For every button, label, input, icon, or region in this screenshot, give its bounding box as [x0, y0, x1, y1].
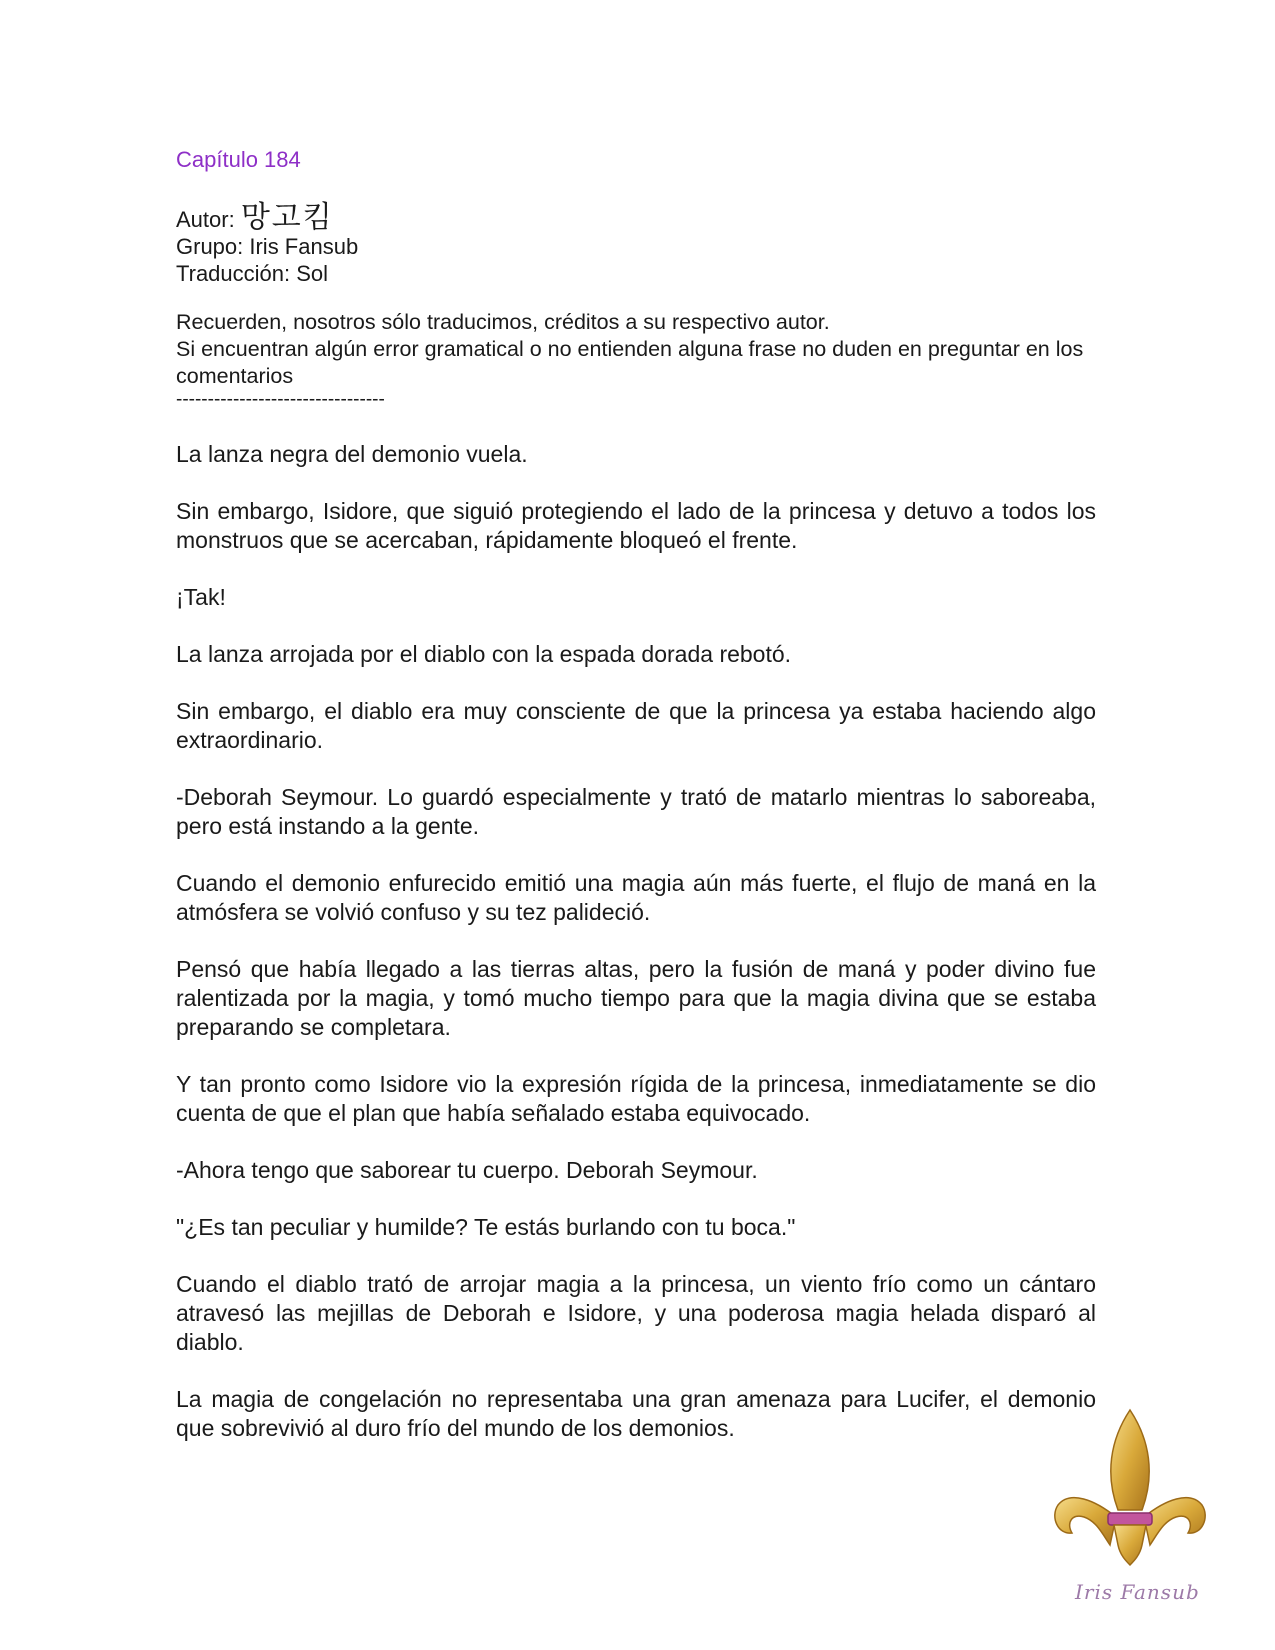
- author-line: [176, 201, 1096, 234]
- story-paragraph: Sin embargo, el diablo era muy consciente de que la princesa ya estaba haciendo algo extraordinario.: [176, 698, 1096, 753]
- story-paragraph: Sin embargo, Isidore, que siguió protegiendo el lado de la princesa y detuvo a todos los monstruos que se acercaban, rápidamente bloqueó el frente.: [176, 498, 1096, 553]
- fleur-de-lis-logo-icon: [1050, 1405, 1210, 1605]
- separator: ---------------------------------: [176, 389, 385, 410]
- notice-line-2: Si encuentran algún error gramatical o no entienden alguna frase no duden en preguntar en los comentarios: [176, 337, 1084, 388]
- story-paragraph: Cuando el demonio enfurecido emitió una magia aún más fuerte, el flujo de maná en la atmósfera se volvió confuso y su tez palideció.: [176, 870, 1096, 925]
- group-line: Grupo: Iris Fansub: [176, 234, 359, 259]
- logo-band: [1108, 1513, 1152, 1525]
- story-paragraph: Cuando el diablo trató de arrojar magia a la princesa, un viento frío como un cántaro atravesó las mejillas de Deborah e Isidore, y una poderosa magia helada disparó al diablo.: [176, 1271, 1096, 1355]
- translator-notice: [176, 309, 1096, 410]
- story-paragraph: -Ahora tengo que saborear tu cuerpo. Deborah Seymour.: [176, 1157, 758, 1183]
- translation-line: Traducción: Sol: [176, 261, 329, 286]
- story-paragraph: La lanza negra del demonio vuela.: [176, 441, 528, 467]
- left-petal: [1055, 1498, 1116, 1545]
- document-page: [176, 140, 1096, 1471]
- story-paragraph: Y tan pronto como Isidore vio la expresión rígida de la princesa, inmediatamente se dio cuenta de que el plan que había señalado estaba equivocado.: [176, 1071, 1096, 1126]
- notice-line-1: Recuerden, nosotros sólo traducimos, créditos a su respectivo autor.: [176, 310, 830, 334]
- lower-stem: [1114, 1525, 1146, 1565]
- story-paragraph: -Deborah Seymour. Lo guardó especialmente y trató de matarlo mientras lo saboreaba, pero está instando a la gente.: [176, 784, 1096, 839]
- story-paragraph: La magia de congelación no representaba una gran amenaza para Lucifer, el demonio que sobrevivió al duro frío del mundo de los demonios.: [176, 1386, 1096, 1441]
- logo-text: Iris Fansub: [1075, 1580, 1200, 1604]
- right-petal: [1144, 1498, 1205, 1545]
- story-paragraph: La lanza arrojada por el diablo con la espada dorada rebotó.: [176, 641, 792, 667]
- author-name: 망고킴: [240, 201, 334, 234]
- author-label: Autor:: [176, 207, 241, 232]
- story-paragraph: "¿Es tan peculiar y humilde? Te estás burlando con tu boca.": [176, 1214, 796, 1240]
- story-paragraph: Pensó que había llegado a las tierras altas, pero la fusión de maná y poder divino fue ralentizada por la magia, y tomó mucho tiempo para que la magia divina que se estaba preparando se completara.: [176, 956, 1096, 1040]
- center-petal: [1111, 1410, 1149, 1510]
- story-body: [176, 440, 1096, 1443]
- credits-block: [176, 201, 1096, 287]
- chapter-title: Capítulo 184: [176, 147, 301, 172]
- story-paragraph: ¡Tak!: [176, 584, 226, 610]
